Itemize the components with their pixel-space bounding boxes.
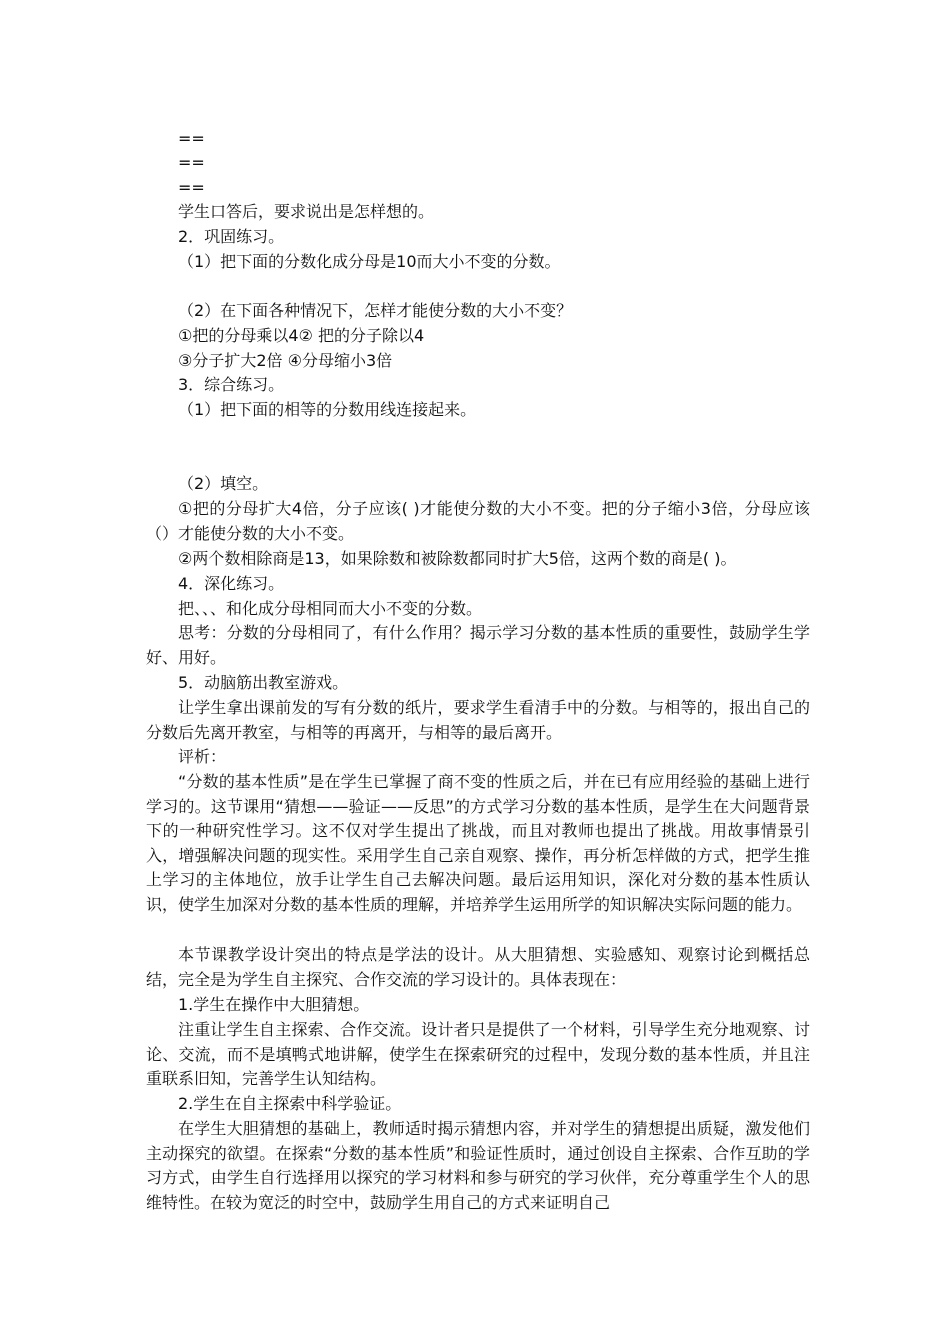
section-heading: 1.学生在操作中大胆猜想。 xyxy=(178,995,370,1014)
paragraph: 在学生大胆猜想的基础上，教师适时揭示猜想内容，并对学生的猜想提出质疑，激发他们主动探究的欲望。在探索“分数的基本性质”和验证性质时，通过创设自主探索、合作互助的学习方式，由学生自行选择用以探究的学习材料和参与研究的学习伙伴，充分尊重学生个人的思维特性。在较为宽泛的时空中，鼓励学生用自己的方式来证明自己 xyxy=(146,1119,810,1212)
section-heading: 5．动脑筋出教室游戏。 xyxy=(178,673,349,692)
equation-line-1: == xyxy=(178,129,205,148)
equation-line-3: == xyxy=(178,178,205,197)
equation-line-2: == xyxy=(178,153,205,172)
text-line: ③分子扩大2倍 ④分母缩小3倍 xyxy=(178,351,393,370)
paragraph: “分数的基本性质”是在学生已掌握了商不变的性质之后，并在已有应用经验的基础上进行学习的。这节课用“猜想——验证——反思”的方式学习分数的基本性质，是学生在大问题背景下的一种研究性学习。这不仅对学生提出了挑战，而且对教师也提出了挑战。用故事情景引入，增强解决问题的现实性。采用学生自己亲自观察、操作，再分析怎样做的方式，把学生推上学习的主体地位，放手让学生自己去解决问题。最后运用知识，深化对分数的基本性质认识，使学生加深对分数的基本性质的理解，并培养学生运用所学的知识解决实际问题的能力。 xyxy=(146,772,810,914)
text-line: 学生口答后，要求说出是怎样想的。 xyxy=(178,202,435,221)
paragraph: 本节课教学设计突出的特点是学法的设计。从大胆猜想、实验感知、观察讨论到概括总结，完全是为学生自主探究、合作交流的学习设计的。具体表现在： xyxy=(146,945,810,989)
paragraph: ①把的分母扩大4倍，分子应该( )才能使分数的大小不变。把的分子缩小3倍，分母应该（）才能使分数的大小不变。 xyxy=(146,499,810,543)
exercise-item: （2）在下面各种情况下，怎样才能使分数的大小不变？ xyxy=(178,301,573,320)
paragraph: 注重让学生自主探索、合作交流。设计者只是提供了一个材料，引导学生充分地观察、讨论、交流，而不是填鸭式地讲解，使学生在探索研究的过程中，发现分数的基本性质，并且注重联系旧知，完善学生认知结构。 xyxy=(146,1020,810,1089)
exercise-item: （1）把下面的分数化成分母是10而大小不变的分数。 xyxy=(178,252,561,271)
paragraph: 思考：分数的分母相同了，有什么作用？揭示学习分数的基本性质的重要性，鼓励学生学好、用好。 xyxy=(146,623,810,667)
exercise-item: （2）填空。 xyxy=(178,474,269,493)
section-heading: 2．巩固练习。 xyxy=(178,227,285,246)
section-heading: 3．综合练习。 xyxy=(178,375,285,394)
paragraph: 把、、、和化成分母相同而大小不变的分数。 xyxy=(178,599,483,618)
section-heading: 4．深化练习。 xyxy=(178,574,285,593)
text-line: ①把的分母乘以4② 把的分子除以4 xyxy=(178,326,425,345)
paragraph: 评析： xyxy=(178,747,227,766)
paragraph: ②两个数相除商是13，如果除数和被除数都同时扩大5倍，这两个数的商是( )。 xyxy=(178,549,737,568)
exercise-item: （1）把下面的相等的分数用线连接起来。 xyxy=(178,400,477,419)
paragraph: 让学生拿出课前发的写有分数的纸片，要求学生看清手中的分数。与相等的，报出自己的分数后先离开教室，与相等的再离开，与相等的最后离开。 xyxy=(146,698,810,742)
section-heading: 2.学生在自主探索中科学验证。 xyxy=(178,1094,402,1113)
